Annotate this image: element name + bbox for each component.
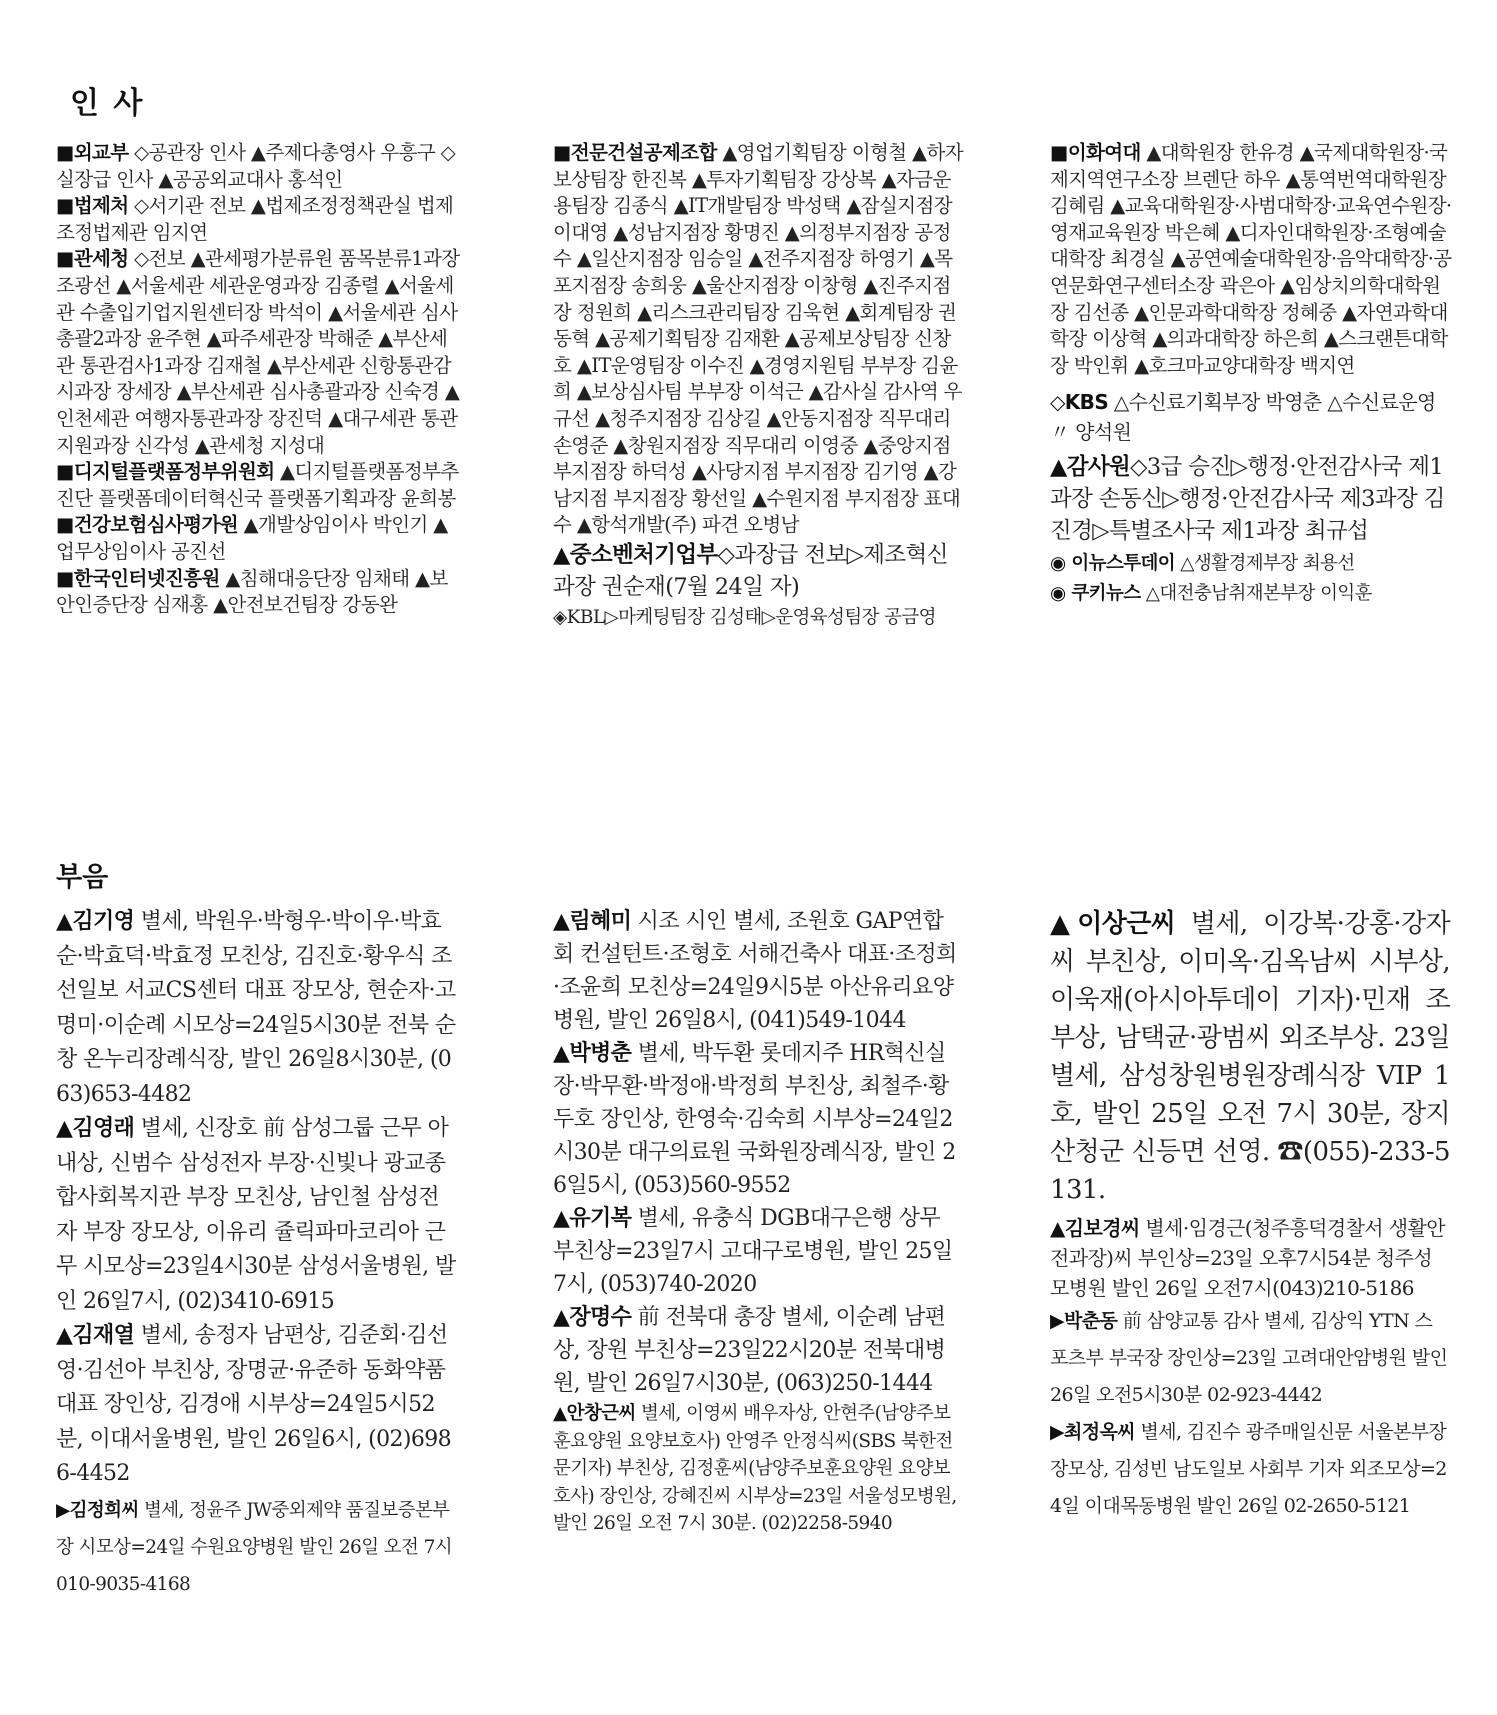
obituary-entry: ▲유기복 별세, 유충식 DGB대구은행 상무 부친상=23일7시 고대구로병원, 발인 25일7시, (053)740-2020 [553,1206,953,1297]
personnel-entry: ■한국인터넷진흥원 ▲침해대응단장 임채태 ▲보안인증단장 심재홍 ▲안전보건팀장 강동완 [56,566,448,617]
personnel-column-3 [1050,140,1455,609]
personnel-entry: ■관세청 ◇전보 ▲관세평가분류원 품목분류1과장 조광선 ▲서울세관 세관운영과장 김종렬 ▲서울세관 수출입기업지원센터장 박석이 ▲서울세관 심사총괄2과장 윤주현 ▲파주세관장 박해준 ▲부산세관 통관검사1과장 김재철 ▲부산세관 신항통관감시과장 장세장 ▲부산세관 심사총괄과장 신숙경 ▲인천세관 여행자통관과장 장진덕 ▲대구세관 통관지원과장 신각성 ▲관세청 지성대 [56,247,460,457]
obituary-entry: ▶김정희씨 별세, 정윤주 JW중외제약 품질보증본부장 시모상=24일 수원요양병원 발인 26일 오전 7시 010-9035-4168 [56,1499,453,1595]
obituary-column-1 [56,905,456,1603]
obituary-entry: ▲박병춘 별세, 박두환 롯데지주 HR혁신실장·박무환·박정애·박정희 부친상, 최철주·황두호 장인상, 한영숙·김숙희 시부상=24일2시30분 대구의료원 국화원장례식장, 발인 26일5시, (053)560-9552 [553,1041,956,1198]
obituary-entry: ▲장명수 前 전북대 총장 별세, 이순례 남편상, 장원 부친상=23일22시20분 전북대병원, 발인 26일7시30분, (063)250-1444 [553,1305,946,1396]
personnel-entry: ■건강보험심사평가원 ▲개발상임이사 박인기 ▲업무상임이사 공진선 [56,513,448,563]
personnel-entry: ◇KBS △수신료기획부장 박영춘 △수신료운영〃 양석원 [1050,390,1436,445]
obituary-entry: ▲안창근씨 별세, 이영씨 배우자상, 안현주(남양주보훈요양원 요양보호사) 안영주 안정식씨(SBS 북한전문기자) 부친상, 김정훈씨(남양주보훈요양원 요양보호사) 장인상, 강혜진씨 시부상=23일 서울성모병원, 발인 26일 오전 7시 30분. (02)2258-5940 [553,1403,957,1534]
obituary-entry: ▲김보경씨 별세·임경근(청주흥덕경찰서 생활안전과장)씨 부인상=23일 오후7시54분 청주성모병원 발인 26일 오전7시(043)210-5186 [1050,1216,1445,1300]
obituary-entry: ▲김재열 별세, 송정자 남편상, 김준회·김선영·김선아 부친상, 장명균·유준하 동화약품 대표 장인상, 김경애 시부상=24일5시52분, 이대서울병원, 발인 26일6시, (02)6986-4452 [56,1323,452,1486]
obituary-entry: ▲림혜미 시조 시인 별세, 조원호 GAP연합회 컨설턴트·조형호 서해건축사 대표·조정희·조윤희 모친상=24일9시5분 아산유리요양병원, 발인 26일8시, (041)549-1044 [553,909,957,1033]
personnel-entry: ■외교부 ◇공관장 인사 ▲주제다총영사 우흥구 ◇실장급 인사 ▲공공외교대사 홍석인 [56,141,456,191]
section-title-personnel: 인 사 [70,86,145,121]
obituary-entry: ▶최정옥씨 별세, 김진수 광주매일신문 서울본부장 장모상, 김성빈 남도일보 사회부 기자 외조모상=24일 이대목동병원 발인 26일 02-2650-5121 [1050,1421,1447,1517]
obituary-entry-featured: ▲이상근씨 별세, 이강복·강홍·강자씨 부친상, 이미옥·김옥남씨 시부상, 이욱재(아시아투데이 기자)·민재 조부상, 남택균·광범씨 외조부상. 23일 별세, 삼성창원병원장례식장 VIP 1호, 발인 25일 오전 7시 30분, 장지 산청군 신등면 선영. ☎(055)-233-5131. [1050,909,1451,1205]
obituary-column-2 [553,905,958,1538]
personnel-entry: ■이화여대 ▲대학원장 한유경 ▲국제대학원장·국제지역연구소장 브렌단 하우 ▲통역번역대학원장 김혜림 ▲교육대학원장·사범대학장·교육연수원장·영재교육원장 박은혜 ▲디자인대학원장·조형예술대학장 최경실 ▲공연예술대학원장·음악대학장·공연문화연구센터소장 곽은아 ▲임상치의학대학원장 김선종 ▲인문과학대학장 정혜중 ▲자연과학대학장 이상혁 ▲의과대학장 하은희 ▲스크랜튼대학장 박인휘 ▲호크마교양대학장 백지연 [1050,141,1452,377]
personnel-entry: ■전문건설공제조합 ▲영업기획팀장 이형철 ▲하자보상팀장 한진복 ▲투자기획팀장 강상복 ▲자금운용팀장 김종식 ▲IT개발팀장 박성택 ▲잠실지점장 이대영 ▲성남지점장 황명진 ▲의정부지점장 공정수 ▲일산지점장 임승일 ▲전주지점장 하영기 ▲목포지점장 송희웅 ▲울산지점장 이창형 ▲진주지점장 정원희 ▲리스크관리팀장 김욱현 ▲회계팀장 권동혁 ▲공제기획팀장 김재환 ▲공제보상팀장 신창호 ▲IT운영팀장 이수진 ▲경영지원팀 부부장 김윤희 ▲보상심사팀 부부장 이석근 ▲감사실 감사역 우규선 ▲청주지점장 김상길 ▲안동지점장 직무대리 손영준 ▲창원지점장 직무대리 이영중 ▲중앙지점 부지점장 하덕성 ▲사당지점 부지점장 김기영 ▲강남지점 부지점장 황선일 ▲수원지점 부지점장 표대수 ▲항석개발(주) 파견 오병남 [553,141,963,537]
personnel-entry: ■디지털플랫폼정부위원회 ▲디지털플랫폼정부추진단 플랫폼데이터혁신국 플랫폼기획과장 윤희봉 [56,460,459,510]
personnel-entry: ▲감사원◇3급 승진▷행정·안전감사국 제1과장 손동신▷행정·안전감사국 제3과장 김진경▷특별조사국 제1과장 최규섭 [1050,454,1445,545]
obituary-entry: ▲김영래 별세, 신장호 前 삼성그룹 근무 아내상, 신범수 삼성전자 부장·신빛나 광교종합사회복지관 부장 모친상, 남인철 삼성전자 부장 장모상, 이유리 쥴릭파마코리아 근무 시모상=23일4시30분 삼성서울병원, 발인 26일7시, (02)3410-6915 [56,1116,456,1314]
personnel-entry: ▲중소벤처기업부◇과장급 전보▷제조혁신과장 권순재(7월 24일 자) [553,541,948,600]
personnel-entry: ◉ 이뉴스투데이 △생활경제부장 최용선 [1050,553,1355,575]
personnel-column-1 [56,140,461,619]
personnel-entry: ■법제처 ◇서기관 전보 ▲법제조정정책관실 법제조정법제관 임지연 [56,194,454,244]
obituary-entry: ▶박춘동 前 삼양교통 감사 별세, 김상익 YTN 스포츠부 부국장 장인상=23일 고려대안암병원 발인 26일 오전5시30분 02-923-4442 [1050,1310,1448,1406]
obituary-column-3 [1050,905,1450,1525]
personnel-entry: ◉ 쿠키뉴스 △대전충남취재본부장 이익훈 [1050,583,1372,605]
obituary-entry: ▲김기영 별세, 박원우·박형우·박이우·박효순·박효덕·박효정 모친상, 김진호·황우식 조선일보 서교CS센터 대표 장모상, 현순자·고명미·이순례 시모상=24일5시30분 전북 순창 온누리장례식장, 발인 26일8시30분, (063)653-4482 [56,909,456,1107]
personnel-column-2 [553,140,963,633]
section-title-obituary: 부음 [56,862,109,893]
personnel-entry: ◈KBL▷마케팅팀장 김성태▷운영육성팀장 공금영 [553,606,936,628]
